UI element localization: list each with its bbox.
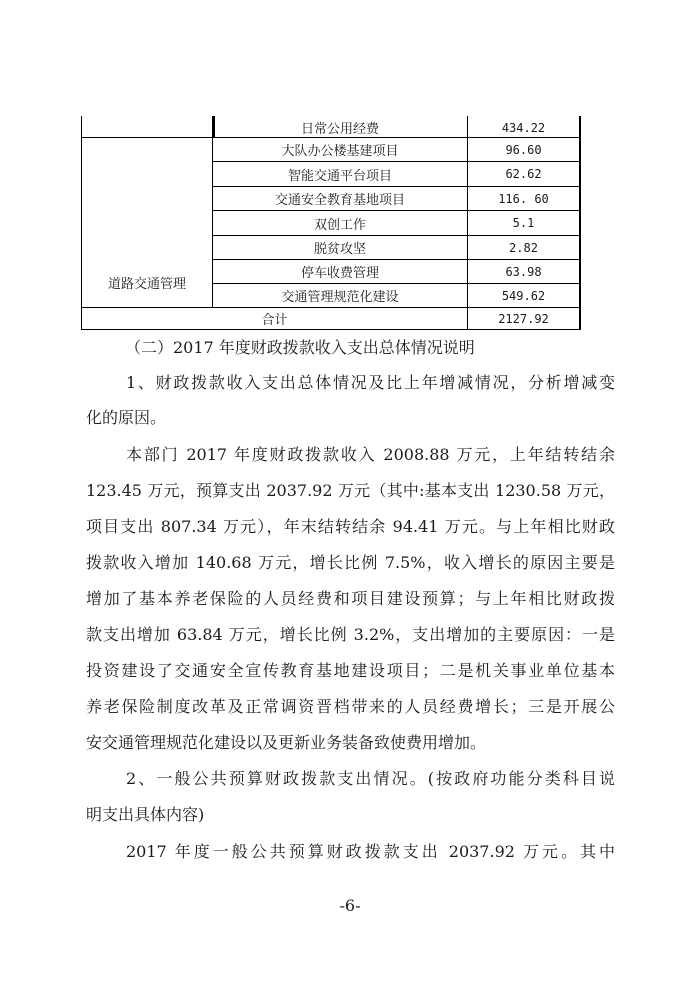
table-amount-cell: 549.62 <box>501 288 546 303</box>
table-total-label: 合计 <box>261 313 288 328</box>
table-amount-cell: 116. 60 <box>498 191 549 206</box>
paragraph-line: 养老保险制度改革及正常调资晋档带来的人员经费增长；三是开展公 <box>86 697 615 716</box>
paragraph-line: 项目支出 807.34 万元），年末结转结余 94.41 万元。与上年相比财政 <box>86 517 615 536</box>
page-number: -6- <box>339 896 361 915</box>
table-item-cell: 日常公用经费 <box>300 122 379 137</box>
paragraph-line: 123.45 万元，预算支出 2037.92 万元（其中:基本支出 1230.58 万元， <box>86 481 615 500</box>
paragraph-line: 款支出增加 63.84 万元，增长比例 3.2%，支出增加的主要原因：一是 <box>86 625 615 644</box>
table-item-cell: 交通管理规范化建设 <box>281 290 399 305</box>
budget-table <box>81 116 581 330</box>
paragraph-line: 2017 年度一般公共预算财政拨款支出 2037.92 万元。其中 <box>126 842 615 861</box>
paragraph-line: 拨款收入增加 140.68 万元，增长比例 7.5%，收入增长的原因主要是 <box>86 553 615 572</box>
table-border-right <box>579 116 581 330</box>
table-item-cell: 大队办公楼基建项目 <box>281 144 399 159</box>
paragraph-line: 2、一般公共预算财政拨款支出情况。(按政府功能分类科目说 <box>126 769 615 788</box>
table-amount-cell: 5.1 <box>512 216 535 230</box>
table-item-cell: 双创工作 <box>313 217 366 233</box>
paragraph-line: 增加了基本养老保险的人员经费和项目建设预算；与上年相比财政拨 <box>86 589 615 608</box>
table-item-cell: 智能交通平台项目 <box>287 168 392 184</box>
paragraph-line: 明支出具体内容) <box>86 805 205 824</box>
table-amount-cell: 434.22 <box>501 120 546 135</box>
table-amount-cell: 2.82 <box>509 240 538 255</box>
paragraph-line: 化的原因。 <box>86 408 167 427</box>
table-item-cell: 脱贫攻坚 <box>313 242 366 257</box>
table-amount-cell: 62.62 <box>505 167 542 181</box>
table-amount-cell: 63.98 <box>505 264 542 279</box>
table-item-cell: 停车收费管理 <box>300 266 379 281</box>
paragraph-line: 1、财政拨款收入支出总体情况及比上年增减情况，分析增减变 <box>126 373 615 392</box>
paragraph-line: 安交通管理规范化建设以及更新业务装备致使费用增加。 <box>86 733 487 752</box>
table-total-value: 2127.92 <box>498 311 549 326</box>
table-border-bottom <box>81 329 581 330</box>
table-group-label: 道路交通管理 <box>107 276 186 292</box>
table-border-left <box>81 116 82 330</box>
section-heading: （二）2017 年度财政拨款收入支出总体情况说明 <box>125 338 475 357</box>
paragraph-line: 本部门 2017 年度财政拨款收入 2008.88 万元，上年结转结余 <box>126 445 615 464</box>
paragraph-line: 投资建设了交通安全宣传教育基地建设项目；二是机关事业单位基本 <box>86 661 615 680</box>
table-item-cell: 交通安全教育基地项目 <box>274 193 405 208</box>
table-amount-cell: 96.60 <box>505 142 542 157</box>
